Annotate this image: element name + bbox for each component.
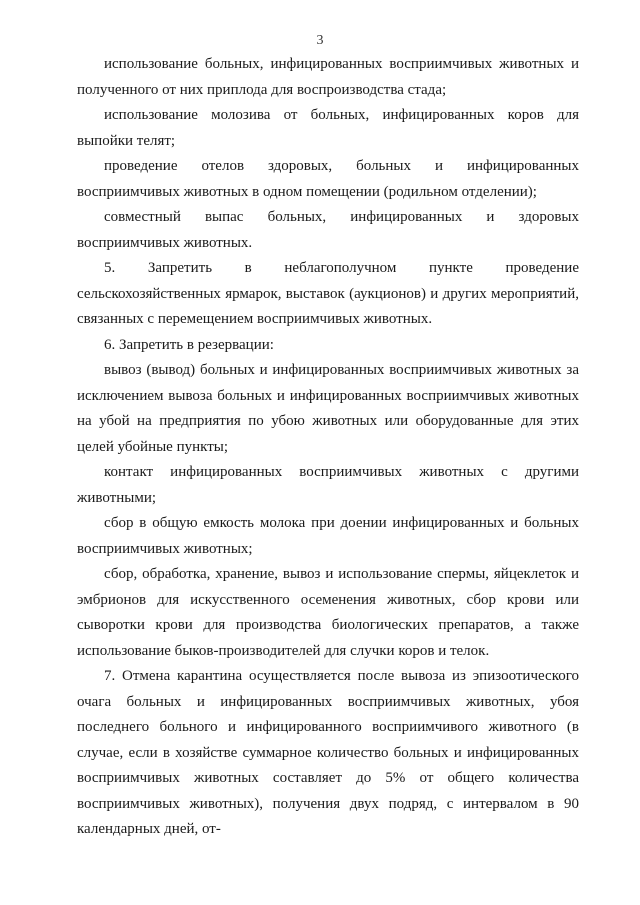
paragraph-grazing: совместный выпас больных, инфицированных и здоровых восприимчивых животных. bbox=[77, 209, 579, 251]
paragraph-milk: сбор в общую емкость молока при доении инфицированных и больных восприимчивых животных; bbox=[77, 515, 579, 557]
paragraph-calving: проведение отелов здоровых, больных и инфицированных восприимчивых животных в одном помещении (родильном отделении); bbox=[77, 158, 579, 200]
paragraph-item-6: 6. Запретить в резервации: bbox=[104, 336, 274, 353]
paragraph-item-7: 7. Отмена карантина осуществляется после вывоза из эпизоотического очага больных и инфицированных восприимчивых животных, убоя последнего больного и инфицированного восприимчивого животного (в случае, если в хозяйстве суммарное количество больных и инфицированных восприимчивых животных составляет до 5% от общего количества восприимчивых животных), получения двух подряд, с интервалом в 90 календарных дней, от- bbox=[77, 668, 579, 837]
page-number: 3 bbox=[316, 33, 324, 48]
paragraph-item-5: 5. Запретить в неблагополучном пункте проведение сельскохозяйственных ярмарок, выставок (аукционов) и других мероприятий, связанных с перемещением восприимчивых животных. bbox=[77, 260, 579, 327]
paragraph-removal: вывоз (вывод) больных и инфицированных восприимчивых животных за исключением вывоза больных и инфицированных восприимчивых животных на убой на предприятия по убою животных или оборудованные для этих целей убойные пункты; bbox=[77, 362, 579, 455]
paragraph-usage-offspring: использование больных, инфицированных восприимчивых животных и полученного от них приплода для воспроизводства стада; bbox=[77, 56, 579, 98]
paragraph-colostrum: использование молозива от больных, инфицированных коров для выпойки телят; bbox=[77, 107, 579, 149]
paragraph-semen: сбор, обработка, хранение, вывоз и использование спермы, яйцеклеток и эмбрионов для искусственного осеменения животных, сбор крови или сыворотки крови для производства биологических препаратов, а также использование быков-производителей для случки коров и телок. bbox=[77, 566, 579, 659]
document-body bbox=[77, 52, 579, 843]
paragraph-contact: контакт инфицированных восприимчивых животных с другими животными; bbox=[77, 464, 579, 506]
